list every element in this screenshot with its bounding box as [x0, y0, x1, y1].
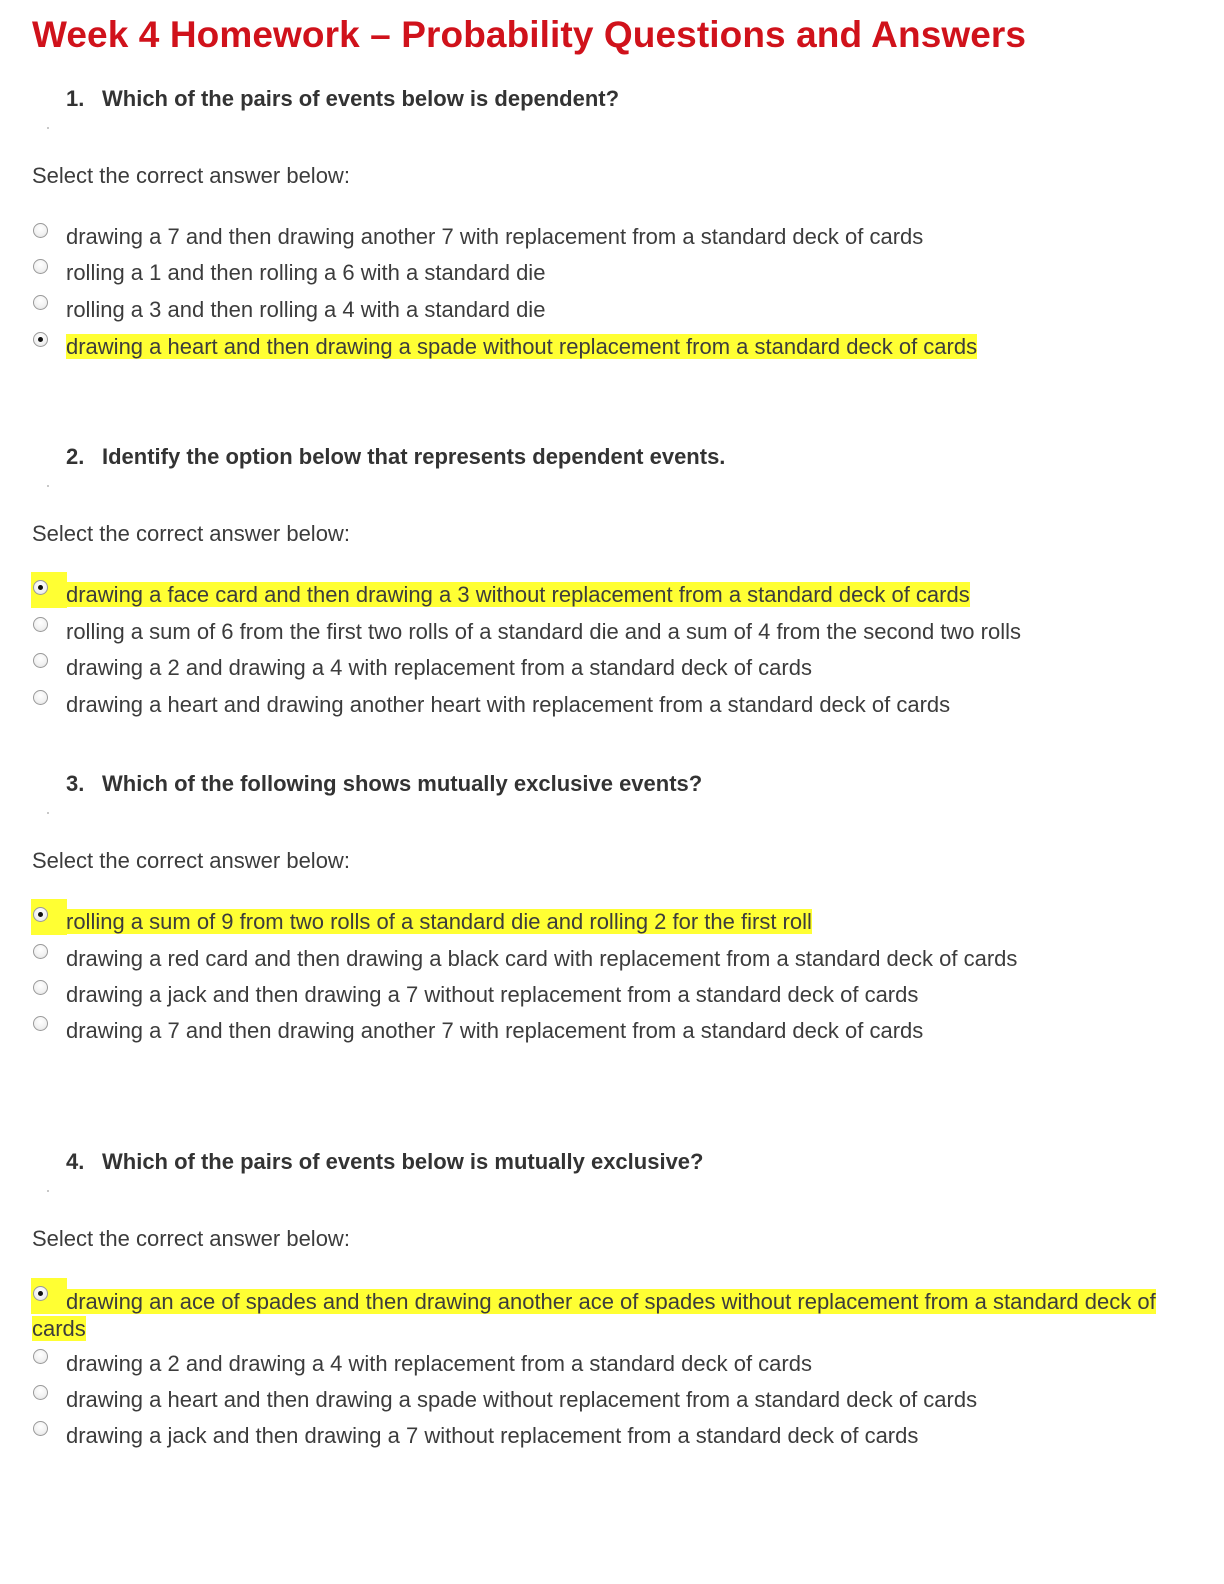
question-2-option-2-radio[interactable] — [33, 617, 48, 632]
question-1-spacer-dot — [47, 127, 49, 129]
question-3-prompt: Select the correct answer below: — [32, 848, 350, 873]
question-2-option-1-label[interactable]: drawing a face card and then drawing a 3 without replacement from a standard deck of cards — [66, 582, 970, 607]
question-3-option-4-label[interactable]: drawing a 7 and then drawing another 7 with replacement from a standard deck of cards — [66, 1018, 924, 1043]
question-3-number: 3. — [66, 771, 85, 796]
question-1-option-3-label[interactable]: rolling a 3 and then rolling a 4 with a standard die — [66, 297, 546, 322]
page-title: Week 4 Homework – Probability Questions and Answers — [32, 14, 1027, 55]
question-4-option-3-radio[interactable] — [33, 1385, 48, 1400]
question-2-option-4-label[interactable]: drawing a heart and drawing another heart with replacement from a standard deck of cards — [66, 692, 951, 717]
question-1-option-1-label[interactable]: drawing a 7 and then drawing another 7 with replacement from a standard deck of cards — [66, 224, 924, 249]
question-2-option-3-label[interactable]: drawing a 2 and drawing a 4 with replacement from a standard deck of cards — [66, 655, 812, 680]
question-1-text: Which of the pairs of events below is dependent? — [102, 86, 620, 111]
question-1-number: 1. — [66, 86, 85, 111]
question-1-option-2-radio[interactable] — [33, 259, 48, 274]
question-4-text: Which of the pairs of events below is mutually exclusive? — [102, 1149, 704, 1174]
question-1-option-4-label[interactable]: drawing a heart and then drawing a spade without replacement from a standard deck of cards — [66, 334, 978, 359]
question-4-number: 4. — [66, 1149, 85, 1174]
question-2-option-2-label[interactable]: rolling a sum of 6 from the first two rolls of a standard die and a sum of 4 from the second two rolls — [66, 619, 1021, 644]
question-2-option-1-radio[interactable] — [33, 580, 48, 595]
question-1-option-1-radio[interactable] — [33, 223, 48, 238]
question-2-prompt: Select the correct answer below: — [32, 521, 350, 546]
question-3-text: Which of the following shows mutually exclusive events? — [102, 771, 703, 796]
question-3-option-1-radio[interactable] — [33, 907, 48, 922]
question-4-option-1-label[interactable]: drawing an ace of spades and then drawing another ace of spades without replacement from a standard deck of cards — [32, 1289, 1156, 1341]
question-1-prompt: Select the correct answer below: — [32, 163, 350, 188]
question-4-spacer-dot — [47, 1190, 49, 1192]
question-4-option-3-label[interactable]: drawing a heart and then drawing a spade without replacement from a standard deck of cards — [66, 1387, 978, 1412]
question-2-spacer-dot — [47, 485, 49, 487]
question-4-option-4-label[interactable]: drawing a jack and then drawing a 7 without replacement from a standard deck of cards — [66, 1423, 919, 1448]
question-4-option-2-radio[interactable] — [33, 1349, 48, 1364]
question-3-spacer-dot — [47, 812, 49, 814]
question-3-option-2-label[interactable]: drawing a red card and then drawing a black card with replacement from a standard deck of cards — [66, 946, 1018, 971]
question-3-option-4-radio[interactable] — [33, 1016, 48, 1031]
question-2-option-3-radio[interactable] — [33, 653, 48, 668]
question-2-option-4-radio[interactable] — [33, 690, 48, 705]
question-2-number: 2. — [66, 444, 85, 469]
question-1-option-3-radio[interactable] — [33, 295, 48, 310]
question-4-prompt: Select the correct answer below: — [32, 1226, 350, 1251]
question-4-option-4-radio[interactable] — [33, 1421, 48, 1436]
question-3-option-3-radio[interactable] — [33, 980, 48, 995]
question-3-option-2-radio[interactable] — [33, 944, 48, 959]
question-1-option-4-radio[interactable] — [33, 332, 48, 347]
question-2-text: Identify the option below that represents dependent events. — [102, 444, 726, 469]
question-3-option-3-label[interactable]: drawing a jack and then drawing a 7 without replacement from a standard deck of cards — [66, 982, 919, 1007]
question-1-option-2-label[interactable]: rolling a 1 and then rolling a 6 with a standard die — [66, 260, 546, 285]
question-4-option-2-label[interactable]: drawing a 2 and drawing a 4 with replacement from a standard deck of cards — [66, 1351, 812, 1376]
question-3-option-1-label[interactable]: rolling a sum of 9 from two rolls of a standard die and rolling 2 for the first roll — [66, 909, 812, 934]
